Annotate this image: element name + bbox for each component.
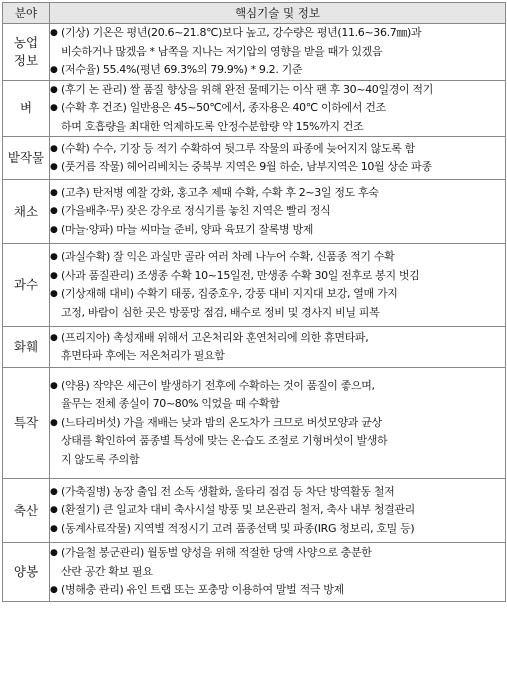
- table-row: [3, 180, 506, 244]
- category-label: 밭작물: [7, 150, 45, 165]
- bullet-icon: ●: [50, 523, 58, 534]
- bullet-icon: ●: [50, 65, 58, 75]
- farm-info-table: [2, 2, 506, 602]
- row-info: [50, 244, 506, 327]
- bullet-icon: [50, 432, 61, 451]
- row-info: [50, 24, 506, 81]
- table-row: [3, 80, 506, 137]
- category-label: 화훼: [13, 339, 39, 354]
- table-header-row: [3, 3, 506, 24]
- info-text: (가축질병) 농장 출입 전 소독 생활화, 울타리 점검 등 차단 방역활동 철저: [61, 484, 395, 498]
- info-line: [50, 118, 505, 137]
- bullet-icon: [50, 43, 61, 62]
- category-label: 벼: [19, 100, 33, 116]
- bullet-icon: ●: [50, 270, 58, 281]
- category-label: 특작: [13, 415, 39, 430]
- info-text: (가을배추·무) 잦은 강우로 정식기를 놓친 지역은 빨리 정식: [61, 204, 331, 218]
- info-text: (후기 논 관리) 쌀 품질 향상을 위해 완전 물떼기는 이삭 팬 후 30~40일경이 적기: [61, 82, 433, 96]
- table-row: [3, 244, 506, 327]
- info-text: (기상재해 대비) 수확기 태풍, 집중호우, 강풍 대비 지지대 보강, 열매 가지: [61, 287, 398, 300]
- info-line: [50, 304, 505, 323]
- info-text: 산란 공간 확보 필요: [61, 564, 153, 578]
- bullet-icon: ●: [50, 28, 58, 38]
- info-line: [50, 377, 505, 396]
- info-line: [50, 184, 505, 203]
- info-text: (기상) 기온은 평년(20.6~21.8℃)보다 높고, 강수량은 평년(11.6~36.7㎜)과: [61, 26, 422, 39]
- info-line: [50, 221, 505, 240]
- info-text: 상태를 확인하여 품종별 특성에 맞는 온·습도 조절로 기형버섯이 발생하: [61, 434, 388, 448]
- info-text: (과실수확) 잘 익은 과실만 골라 여러 차례 나누어 수확, 신품종 적기 수확: [61, 250, 395, 263]
- info-text: (저수율) 55.4%(평년 69.3%의 79.9%) * 9.2. 기준: [61, 63, 303, 76]
- info-line: [50, 563, 505, 582]
- info-line: [50, 483, 505, 502]
- header-info: 핵심기술 및 정보: [50, 3, 506, 24]
- info-line: [50, 395, 505, 414]
- info-line: [50, 432, 505, 451]
- bullet-icon: [50, 118, 61, 137]
- bullet-icon: ●: [50, 252, 58, 262]
- table-row: [3, 479, 506, 543]
- bullet-icon: [50, 395, 61, 414]
- bullet-icon: ●: [50, 84, 58, 95]
- info-text: (동계사료작물) 지역별 적정시기 고려 품종선택 및 파종(IRG 청보리, 호밀 등): [61, 521, 415, 535]
- row-category: [3, 368, 50, 479]
- info-text: (프리지아) 촉성재배 위해서 고온처리와 훈연처리에 의한 휴면타파,: [61, 330, 369, 344]
- table-row: [3, 543, 506, 602]
- info-text: (병해충 관리) 유인 트랩 또는 포충망 이용하여 말벌 적극 방제: [61, 583, 344, 597]
- info-text: (수확) 수수, 기장 등 적기 수확하여 뒷그루 작물의 파종에 늦어지지 않도록 함: [61, 141, 415, 155]
- row-info: [50, 327, 506, 368]
- bullet-icon: ●: [50, 187, 58, 198]
- info-line: [50, 99, 505, 118]
- info-text: (풋거름 작물) 헤어리베치는 중북부 지역은 9월 하순, 남부지역은 10월 상순 파종: [61, 160, 432, 173]
- info-line: [50, 81, 505, 100]
- category-label: 양봉: [13, 564, 39, 579]
- info-line: [50, 501, 505, 520]
- header-category: 분야: [3, 3, 50, 24]
- bullet-icon: ●: [50, 224, 58, 235]
- info-text: (약용) 작약은 세근이 발생하기 전후에 수확하는 것이 품질이 좋으며,: [61, 378, 375, 392]
- bullet-icon: ●: [50, 486, 58, 497]
- bullet-icon: [50, 563, 61, 582]
- info-text: (사과 품질관리) 조생종 수확 10~15일전, 만생종 수확 30일 전후로 봉지 벗김: [61, 268, 420, 282]
- category-label: 과수: [13, 277, 39, 292]
- info-text: (느타리버섯) 가을 재배는 낮과 밤의 온도차가 크므로 버섯모양과 균상: [61, 415, 382, 429]
- bullet-icon: ●: [50, 332, 58, 343]
- bullet-icon: ●: [50, 162, 58, 172]
- bullet-icon: [50, 304, 61, 323]
- info-line: [50, 43, 505, 62]
- row-category: [3, 80, 50, 137]
- row-info: [50, 479, 506, 543]
- row-category: [3, 479, 50, 543]
- info-text: 지 않도록 주의함: [61, 452, 140, 466]
- info-text: 휴면타파 후에는 저온처리가 필요함: [61, 349, 225, 362]
- row-info: [50, 543, 506, 602]
- info-text: 율무는 전체 종실이 70~80% 익었을 때 수확함: [61, 397, 280, 411]
- info-line: [50, 581, 505, 600]
- info-text: (수확 후 건조) 일반용은 45~50℃에서, 종자용은 40℃ 이하에서 건조: [61, 101, 386, 114]
- bullet-icon: [50, 451, 61, 470]
- info-text: (환절기) 큰 일교차 대비 축사시설 방풍 및 보온관리 철저, 축사 내부 청결관리: [61, 503, 415, 517]
- info-line: [50, 285, 505, 304]
- bullet-icon: ●: [50, 206, 58, 217]
- info-line: [50, 544, 505, 563]
- info-text: 하며 호흡량을 최대한 억제하도록 안정수분함량 약 15%까지 건조: [61, 119, 364, 133]
- info-line: [50, 61, 505, 80]
- info-text: (가을철 봉군관리) 월동벌 양성을 위해 적절한 당액 사양으로 충분한: [61, 546, 372, 560]
- bullet-icon: ●: [50, 585, 58, 596]
- bullet-icon: ●: [50, 548, 58, 559]
- info-text: 고정, 바람이 심한 곳은 방풍망 점검, 배수로 정비 및 경사지 비닐 피복: [61, 305, 380, 319]
- info-line: [50, 520, 505, 539]
- table-row: [3, 327, 506, 368]
- table-row: [3, 137, 506, 180]
- info-text: 비슷하거나 많겠음 * 남쪽을 지나는 저기압의 영향을 받을 때가 있겠음: [61, 44, 383, 58]
- bullet-icon: ●: [50, 103, 58, 113]
- row-category: [3, 327, 50, 368]
- row-category: [3, 24, 50, 81]
- table-row: [3, 368, 506, 479]
- category-label: 축산: [13, 502, 39, 518]
- row-category: [3, 244, 50, 327]
- info-line: [50, 329, 505, 348]
- category-label: 채소: [13, 203, 39, 219]
- info-line: [50, 24, 505, 43]
- info-line: [50, 140, 505, 159]
- table-row: [3, 24, 506, 81]
- bullet-icon: ●: [50, 143, 58, 154]
- category-label: 정보: [13, 52, 39, 68]
- bullet-icon: [50, 347, 61, 366]
- info-line: [50, 158, 505, 177]
- info-line: [50, 267, 505, 286]
- row-info: [50, 80, 506, 137]
- info-line: [50, 347, 505, 366]
- bullet-icon: ●: [50, 289, 58, 299]
- info-text: (고추) 탄저병 예찰 강화, 홍고추 제때 수확, 수확 후 2~3일 정도 후숙: [61, 185, 379, 199]
- info-line: [50, 414, 505, 433]
- info-text: (마늘·양파) 마늘 씨마늘 준비, 양파 육묘기 잘록병 방제: [61, 222, 313, 236]
- row-info: [50, 368, 506, 479]
- row-category: [3, 180, 50, 244]
- row-info: [50, 180, 506, 244]
- row-info: [50, 137, 506, 180]
- category-label: 농업: [13, 34, 39, 50]
- info-line: [50, 202, 505, 221]
- bullet-icon: ●: [50, 417, 58, 428]
- row-category: [3, 543, 50, 602]
- bullet-icon: ●: [50, 505, 58, 516]
- bullet-icon: ●: [50, 380, 58, 391]
- row-category: [3, 137, 50, 180]
- info-line: [50, 248, 505, 267]
- info-line: [50, 451, 505, 470]
